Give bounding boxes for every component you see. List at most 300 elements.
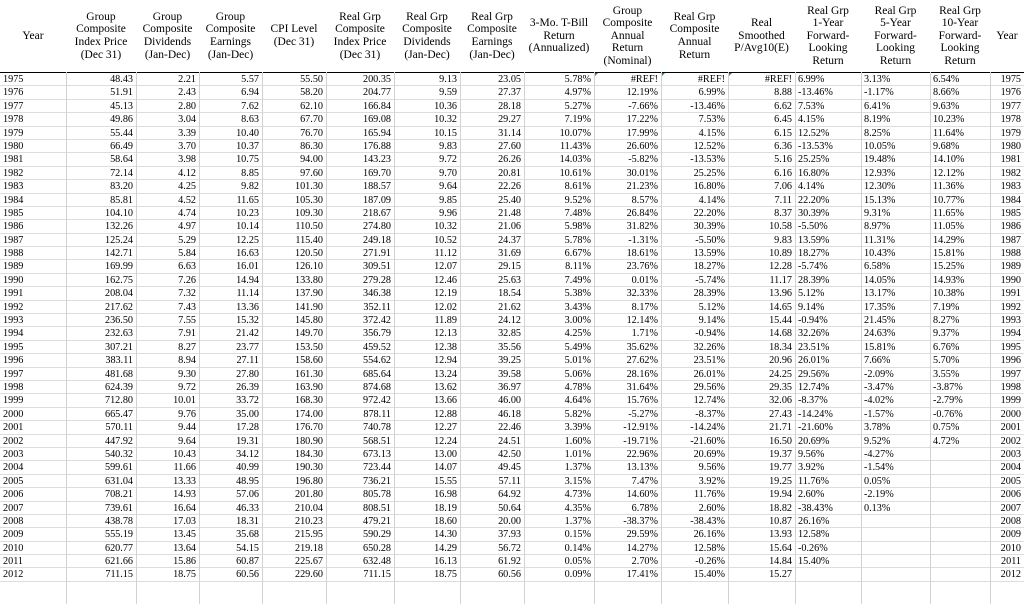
table-cell[interactable]: 0.75% xyxy=(933,422,960,434)
table-cell[interactable]: 372.42 xyxy=(362,315,391,327)
table-cell[interactable]: 16.80% xyxy=(693,181,725,193)
table-cell[interactable]: 7.66% xyxy=(864,355,891,367)
table-cell[interactable]: 20.69% xyxy=(693,448,725,460)
table-cell[interactable]: 15.44 xyxy=(769,315,792,327)
table-cell[interactable]: 57.06 xyxy=(236,489,259,501)
table-cell[interactable]: 36.97 xyxy=(498,381,521,393)
table-cell[interactable]: #REF! xyxy=(594,73,661,86)
table-cell[interactable]: 33.72 xyxy=(236,395,259,407)
column-header[interactable]: Group Composite Earnings (Jan-Dec) xyxy=(205,10,256,61)
table-cell[interactable]: 3.70 xyxy=(178,140,196,152)
table-cell[interactable]: 15.13% xyxy=(864,194,896,206)
table-cell[interactable]: 13.17% xyxy=(864,288,896,300)
table-cell[interactable]: 12.25 xyxy=(236,234,259,246)
table-cell[interactable]: 5.16 xyxy=(774,154,792,166)
table-cell[interactable]: 1990 xyxy=(3,274,24,286)
table-cell[interactable]: 2005 xyxy=(3,475,24,487)
table-cell[interactable]: 4.35% xyxy=(564,502,591,514)
table-cell[interactable]: 18.54 xyxy=(498,288,521,300)
table-cell[interactable]: 158.60 xyxy=(294,355,323,367)
table-cell[interactable]: 5.12% xyxy=(798,288,825,300)
column-header[interactable]: Real Grp Composite Dividends (Jan-Dec) xyxy=(402,10,452,61)
table-cell[interactable]: 7.47% xyxy=(631,475,658,487)
table-cell[interactable]: 61.92 xyxy=(498,556,521,568)
table-cell[interactable]: 4.73% xyxy=(564,489,591,501)
table-cell[interactable]: 4.72% xyxy=(933,435,960,447)
table-cell[interactable]: 878.11 xyxy=(363,408,391,420)
table-cell[interactable]: 162.75 xyxy=(104,274,133,286)
column-header[interactable]: Real Smoothed P/Avg10(E) xyxy=(734,17,789,55)
column-header[interactable]: Year xyxy=(22,29,44,42)
table-cell[interactable]: 27.60 xyxy=(498,140,521,152)
table-cell[interactable]: 1997 xyxy=(1000,368,1021,380)
table-cell[interactable]: 13.66 xyxy=(434,395,457,407)
table-cell[interactable]: 51.91 xyxy=(110,87,133,99)
table-cell[interactable]: 12.19 xyxy=(434,288,457,300)
table-cell[interactable]: 210.04 xyxy=(294,502,323,514)
table-cell[interactable]: 188.57 xyxy=(362,181,391,193)
table-cell[interactable]: 24.51 xyxy=(498,435,521,447)
table-cell[interactable]: 26.16% xyxy=(693,529,725,541)
table-cell[interactable]: 35.68 xyxy=(236,529,259,541)
table-cell[interactable]: 4.25 xyxy=(178,181,196,193)
table-cell[interactable]: 5.70% xyxy=(933,355,960,367)
table-cell[interactable]: 6.16 xyxy=(774,167,792,179)
table-cell[interactable]: 169.08 xyxy=(362,114,391,126)
table-cell[interactable]: 2011 xyxy=(3,556,23,568)
table-cell[interactable]: 196.80 xyxy=(294,475,323,487)
table-cell[interactable]: 15.40% xyxy=(693,569,725,581)
table-cell[interactable]: 0.01% xyxy=(631,274,658,286)
table-cell[interactable]: 26.39 xyxy=(236,381,259,393)
table-cell[interactable]: 12.52% xyxy=(798,127,830,139)
table-cell[interactable]: 3.92% xyxy=(698,475,725,487)
table-cell[interactable]: -21.60% xyxy=(798,422,833,434)
table-cell[interactable]: 12.74% xyxy=(798,381,830,393)
table-cell[interactable]: 14.84 xyxy=(769,556,792,568)
table-cell[interactable]: 2006 xyxy=(3,489,24,501)
table-cell[interactable]: 2011 xyxy=(1001,556,1021,568)
table-cell[interactable]: 9.76 xyxy=(178,408,196,420)
table-cell[interactable]: 64.92 xyxy=(498,489,521,501)
table-cell[interactable]: 8.94 xyxy=(178,355,196,367)
table-cell[interactable]: 3.98 xyxy=(178,154,196,166)
table-cell[interactable]: -0.26% xyxy=(798,542,828,554)
table-cell[interactable]: 5.27% xyxy=(564,100,591,112)
table-cell[interactable]: -0.94% xyxy=(798,315,828,327)
table-cell[interactable]: -13.46% xyxy=(690,100,725,112)
table-cell[interactable]: 2000 xyxy=(1000,408,1021,420)
table-cell[interactable]: 16.50 xyxy=(769,435,792,447)
table-cell[interactable]: 11.31% xyxy=(864,234,896,246)
table-cell[interactable]: 11.65 xyxy=(236,194,259,206)
table-cell[interactable]: 35.62% xyxy=(626,341,658,353)
table-cell[interactable]: 153.50 xyxy=(294,341,323,353)
table-cell[interactable]: 685.64 xyxy=(362,368,391,380)
table-cell[interactable]: 14.93 xyxy=(173,489,196,501)
table-cell[interactable]: 10.36 xyxy=(434,100,457,112)
table-cell[interactable]: 14.29% xyxy=(933,234,965,246)
table-cell[interactable]: 5.78% xyxy=(564,74,591,85)
table-cell[interactable]: 12.58% xyxy=(693,542,725,554)
table-cell[interactable]: 9.68% xyxy=(933,140,960,152)
table-cell[interactable]: 2001 xyxy=(1000,422,1021,434)
table-cell[interactable]: 67.70 xyxy=(300,114,323,126)
table-cell[interactable]: 9.64 xyxy=(178,435,196,447)
table-cell[interactable]: 8.97% xyxy=(864,221,891,233)
table-cell[interactable]: -0.76% xyxy=(933,408,963,420)
table-cell[interactable]: 2008 xyxy=(1000,515,1021,527)
table-cell[interactable]: -8.37% xyxy=(798,395,828,407)
table-cell[interactable]: 15.27 xyxy=(769,569,792,581)
table-cell[interactable]: 168.30 xyxy=(294,395,323,407)
table-cell[interactable]: 54.15 xyxy=(236,542,259,554)
table-cell[interactable]: 1.37% xyxy=(564,515,591,527)
table-cell[interactable]: 6.99% xyxy=(698,87,725,99)
table-cell[interactable]: 5.06% xyxy=(564,368,591,380)
table-cell[interactable]: 7.32 xyxy=(178,288,196,300)
table-cell[interactable]: -0.94% xyxy=(695,328,725,340)
table-cell[interactable]: 57.11 xyxy=(498,475,521,487)
table-cell[interactable]: 13.59% xyxy=(693,248,725,260)
table-cell[interactable]: 176.88 xyxy=(362,140,391,152)
table-cell[interactable]: 1996 xyxy=(1000,355,1021,367)
table-cell[interactable]: 712.80 xyxy=(104,395,133,407)
table-cell[interactable]: 7.55 xyxy=(178,315,196,327)
table-cell[interactable]: 28.18 xyxy=(498,100,521,112)
table-cell[interactable]: 2.80 xyxy=(178,100,196,112)
table-cell[interactable]: 18.27% xyxy=(693,261,725,273)
table-cell[interactable]: 13.36 xyxy=(236,301,259,313)
table-cell[interactable]: 599.61 xyxy=(104,462,133,474)
table-cell[interactable]: 1985 xyxy=(1000,207,1021,219)
table-cell[interactable]: 25.25% xyxy=(693,167,725,179)
table-cell[interactable]: 805.78 xyxy=(362,489,391,501)
table-cell[interactable]: 58.64 xyxy=(110,154,133,166)
table-cell[interactable]: 66.49 xyxy=(110,140,133,152)
table-cell[interactable]: -5.74% xyxy=(695,274,725,286)
table-cell[interactable]: 7.26 xyxy=(178,274,196,286)
table-cell[interactable]: 1998 xyxy=(1000,381,1021,393)
table-cell[interactable]: 25.40 xyxy=(498,194,521,206)
table-cell[interactable]: 9.72 xyxy=(178,381,196,393)
table-cell[interactable]: 27.11 xyxy=(236,355,259,367)
table-cell[interactable]: 23.05 xyxy=(498,74,521,85)
column-header[interactable]: Real Grp 1-Year Forward- Looking Return xyxy=(806,4,850,67)
table-cell[interactable]: 650.28 xyxy=(362,542,391,554)
table-cell[interactable]: 2007 xyxy=(1000,502,1021,514)
table-cell[interactable]: 0.05% xyxy=(564,556,591,568)
table-cell[interactable]: 5.57 xyxy=(241,74,259,85)
table-cell[interactable]: 1996 xyxy=(3,355,24,367)
table-cell[interactable]: 1993 xyxy=(3,315,24,327)
table-cell[interactable]: 12.58% xyxy=(798,529,830,541)
table-cell[interactable]: 1989 xyxy=(1000,261,1021,273)
table-cell[interactable] xyxy=(930,528,990,541)
table-cell[interactable]: 16.63 xyxy=(236,248,259,260)
table-cell[interactable]: 271.91 xyxy=(362,248,391,260)
table-cell[interactable]: 50.64 xyxy=(498,502,521,514)
table-cell[interactable]: 11.66 xyxy=(173,462,196,474)
table-cell[interactable]: 1994 xyxy=(3,328,24,340)
table-cell[interactable]: 5.82% xyxy=(564,408,591,420)
table-cell[interactable]: 1991 xyxy=(1000,288,1021,300)
table-cell[interactable]: 1984 xyxy=(1000,194,1021,206)
table-cell[interactable]: 5.98% xyxy=(564,221,591,233)
table-cell[interactable]: 24.63% xyxy=(864,328,896,340)
table-cell[interactable]: 1979 xyxy=(3,127,24,139)
table-cell[interactable]: 1.60% xyxy=(564,435,591,447)
table-cell[interactable]: 31.69 xyxy=(498,248,521,260)
table-cell[interactable]: 1992 xyxy=(1000,301,1021,313)
table-cell[interactable]: 2010 xyxy=(1000,542,1021,554)
table-cell[interactable]: 2002 xyxy=(3,435,24,447)
table-cell[interactable]: 27.80 xyxy=(236,368,259,380)
table-cell[interactable]: 9.44 xyxy=(178,422,196,434)
table-cell[interactable]: 24.37 xyxy=(498,234,521,246)
table-cell[interactable]: 14.68 xyxy=(769,328,792,340)
table-cell[interactable]: 2004 xyxy=(1000,462,1021,474)
table-cell[interactable]: -8.37% xyxy=(695,408,725,420)
table-cell[interactable]: 19.31 xyxy=(236,435,259,447)
table-cell[interactable]: -13.53% xyxy=(798,140,833,152)
table-cell[interactable]: 2012 xyxy=(1000,569,1021,581)
table-cell[interactable]: 15.76% xyxy=(626,395,658,407)
table-cell[interactable]: 120.50 xyxy=(294,248,323,260)
table-cell[interactable]: 22.26 xyxy=(498,181,521,193)
table-cell[interactable]: 8.57% xyxy=(631,194,658,206)
table-cell[interactable]: -1.17% xyxy=(864,87,894,99)
table-cell[interactable]: 540.32 xyxy=(104,448,133,460)
table-cell[interactable]: -5.74% xyxy=(798,261,828,273)
table-cell[interactable]: 673.13 xyxy=(362,448,391,460)
table-cell[interactable]: 15.81% xyxy=(933,248,965,260)
table-cell[interactable]: 6.41% xyxy=(864,100,891,112)
table-cell[interactable]: 1994 xyxy=(1000,328,1021,340)
table-cell[interactable]: 232.63 xyxy=(104,328,133,340)
table-cell[interactable]: 19.37 xyxy=(769,448,792,460)
table-cell[interactable]: 11.64% xyxy=(933,127,965,139)
table-cell[interactable]: 14.03% xyxy=(559,154,591,166)
table-cell[interactable]: 3.55% xyxy=(933,368,960,380)
table-cell[interactable]: 10.05% xyxy=(864,140,896,152)
table-cell[interactable]: 10.38% xyxy=(933,288,965,300)
table-cell[interactable]: 739.61 xyxy=(104,502,133,514)
table-cell[interactable]: 10.87 xyxy=(769,515,792,527)
table-cell[interactable]: 132.26 xyxy=(104,221,133,233)
table-cell[interactable]: 10.75 xyxy=(236,154,259,166)
table-cell[interactable]: 6.15 xyxy=(774,127,792,139)
table-cell[interactable] xyxy=(861,515,930,528)
table-cell[interactable]: 18.82 xyxy=(769,502,792,514)
table-cell[interactable]: 19.48% xyxy=(864,154,896,166)
table-cell[interactable]: 18.60 xyxy=(434,515,457,527)
table-cell[interactable]: 7.06 xyxy=(774,181,792,193)
table-cell[interactable]: 49.45 xyxy=(498,462,521,474)
table-cell[interactable]: 13.93 xyxy=(769,529,792,541)
table-cell[interactable]: 163.90 xyxy=(294,381,323,393)
table-cell[interactable]: 18.61% xyxy=(626,248,658,260)
table-cell[interactable]: 7.62 xyxy=(241,100,259,112)
table-cell[interactable] xyxy=(861,568,930,581)
table-cell[interactable]: 4.15% xyxy=(798,114,825,126)
table-cell[interactable]: -38.43% xyxy=(798,502,833,514)
table-cell[interactable]: 62.10 xyxy=(300,100,323,112)
table-cell[interactable]: 18.19 xyxy=(434,502,457,514)
table-cell[interactable]: 218.67 xyxy=(362,207,391,219)
table-cell[interactable]: 6.54% xyxy=(933,74,960,85)
table-cell[interactable]: -3.87% xyxy=(933,381,963,393)
table-cell[interactable]: 3.78% xyxy=(864,422,891,434)
table-cell[interactable]: -2.19% xyxy=(864,489,894,501)
table-cell[interactable] xyxy=(861,555,930,568)
table-cell[interactable]: 13.96 xyxy=(769,288,792,300)
table-cell[interactable]: 3.00% xyxy=(564,315,591,327)
table-cell[interactable]: 1985 xyxy=(3,207,24,219)
table-cell[interactable]: -5.50% xyxy=(695,234,725,246)
table-cell[interactable]: 5.29 xyxy=(178,234,196,246)
table-cell[interactable]: 346.38 xyxy=(362,288,391,300)
table-cell[interactable]: 46.33 xyxy=(236,502,259,514)
table-cell[interactable]: 5.84 xyxy=(178,248,196,260)
table-cell[interactable]: 1981 xyxy=(3,154,24,166)
table-cell[interactable]: 210.23 xyxy=(294,515,323,527)
table-cell[interactable]: 17.03 xyxy=(173,515,196,527)
table-cell[interactable]: 3.39 xyxy=(178,127,196,139)
table-cell[interactable]: 15.86 xyxy=(173,556,196,568)
table-cell[interactable]: 9.52% xyxy=(864,435,891,447)
table-cell[interactable]: 307.21 xyxy=(104,341,133,353)
table-cell[interactable]: 23.51% xyxy=(693,355,725,367)
table-cell[interactable]: 55.44 xyxy=(110,127,133,139)
table-cell[interactable]: 31.14 xyxy=(498,127,521,139)
table-cell[interactable]: 14.05% xyxy=(864,274,896,286)
table-cell[interactable]: 352.11 xyxy=(363,301,391,313)
table-cell[interactable]: 16.64 xyxy=(173,502,196,514)
table-cell[interactable]: 174.00 xyxy=(294,408,323,420)
table-cell[interactable]: 1999 xyxy=(3,395,24,407)
table-cell[interactable]: 972.42 xyxy=(362,395,391,407)
table-cell[interactable]: 21.45% xyxy=(864,315,896,327)
table-cell[interactable]: 8.61% xyxy=(564,181,591,193)
table-cell[interactable]: 26.84% xyxy=(626,207,658,219)
table-cell[interactable]: 101.30 xyxy=(294,181,323,193)
table-cell[interactable]: 12.07 xyxy=(434,261,457,273)
table-cell[interactable]: 225.67 xyxy=(294,556,323,568)
table-cell[interactable]: 6.45 xyxy=(774,114,792,126)
table-cell[interactable]: 631.04 xyxy=(104,475,133,487)
table-cell[interactable]: 115.40 xyxy=(295,234,323,246)
table-cell[interactable]: 200.35 xyxy=(362,74,391,85)
table-cell[interactable]: 12.30% xyxy=(864,181,896,193)
table-cell[interactable]: 1986 xyxy=(1000,221,1021,233)
table-cell[interactable]: 30.01% xyxy=(626,167,658,179)
table-cell[interactable]: 6.99% xyxy=(798,74,825,85)
table-cell[interactable]: 12.13 xyxy=(434,328,457,340)
table-cell[interactable]: 665.47 xyxy=(104,408,133,420)
table-cell[interactable]: -19.71% xyxy=(623,435,658,447)
table-cell[interactable]: 19.25 xyxy=(769,475,792,487)
table-cell[interactable]: 1993 xyxy=(1000,315,1021,327)
table-cell[interactable]: 10.23 xyxy=(236,207,259,219)
column-header[interactable]: Group Composite Index Price (Dec 31) xyxy=(74,10,128,61)
table-cell[interactable]: 2.60% xyxy=(798,489,825,501)
table-cell[interactable]: 5.49% xyxy=(564,341,591,353)
table-cell[interactable]: 459.52 xyxy=(362,341,391,353)
table-cell[interactable]: 14.10% xyxy=(933,154,965,166)
table-cell[interactable] xyxy=(930,515,990,528)
table-cell[interactable]: -5.50% xyxy=(798,221,828,233)
table-cell[interactable]: 554.62 xyxy=(362,355,391,367)
column-header[interactable]: Real Grp Composite Annual Return xyxy=(669,10,720,61)
table-cell[interactable]: 9.96 xyxy=(439,207,457,219)
table-cell[interactable]: 29.59% xyxy=(626,529,658,541)
table-cell[interactable] xyxy=(861,528,930,541)
table-cell[interactable]: -14.24% xyxy=(798,408,833,420)
table-cell[interactable]: 12.46 xyxy=(434,274,457,286)
table-cell[interactable]: 1978 xyxy=(1000,114,1021,126)
table-cell[interactable]: -1.57% xyxy=(864,408,894,420)
table-cell[interactable]: 13.45 xyxy=(173,529,196,541)
table-cell[interactable]: 11.17 xyxy=(769,274,792,286)
table-cell[interactable]: 26.60% xyxy=(626,140,658,152)
table-cell[interactable]: -13.46% xyxy=(798,87,833,99)
table-cell[interactable]: 29.27 xyxy=(498,114,521,126)
table-cell[interactable]: 42.50 xyxy=(498,448,521,460)
table-cell[interactable]: 26.01% xyxy=(693,368,725,380)
table-cell[interactable]: 22.96% xyxy=(626,448,658,460)
table-cell[interactable]: 17.99% xyxy=(626,127,658,139)
table-cell[interactable]: 184.30 xyxy=(294,448,323,460)
column-header[interactable]: Group Composite Annual Return (Nominal) xyxy=(602,4,653,67)
table-cell[interactable]: 1998 xyxy=(3,381,24,393)
table-cell[interactable]: 15.32 xyxy=(236,315,259,327)
table-cell[interactable]: 14.94 xyxy=(236,274,259,286)
table-cell[interactable]: 4.97% xyxy=(564,87,591,99)
table-cell[interactable]: 808.51 xyxy=(362,502,391,514)
table-cell[interactable]: 7.19% xyxy=(564,114,591,126)
table-cell[interactable]: 29.35 xyxy=(769,381,792,393)
table-cell[interactable]: 27.43 xyxy=(769,408,792,420)
table-cell[interactable]: 2.60% xyxy=(698,502,725,514)
table-cell[interactable]: 14.27% xyxy=(626,542,658,554)
table-cell[interactable]: 34.12 xyxy=(236,448,259,460)
table-cell[interactable]: 20.81 xyxy=(498,167,521,179)
table-cell[interactable]: 1981 xyxy=(1000,154,1021,166)
table-cell[interactable]: 18.75 xyxy=(434,569,457,581)
table-cell[interactable]: 6.63 xyxy=(178,261,196,273)
table-cell[interactable]: 15.40% xyxy=(798,556,830,568)
table-cell[interactable]: 2.43 xyxy=(178,87,196,99)
table-cell[interactable]: 6.62 xyxy=(774,100,792,112)
column-header[interactable]: Group Composite Dividends (Jan-Dec) xyxy=(142,10,193,61)
table-cell[interactable]: 1999 xyxy=(1000,395,1021,407)
table-cell[interactable]: 13.62 xyxy=(434,381,457,393)
table-cell[interactable]: 58.20 xyxy=(300,87,323,99)
table-cell[interactable]: 204.77 xyxy=(362,87,391,99)
table-cell[interactable]: 14.07 xyxy=(434,462,457,474)
table-cell[interactable]: 4.78% xyxy=(564,381,591,393)
table-cell[interactable]: 2000 xyxy=(3,408,24,420)
table-cell[interactable]: 12.27 xyxy=(434,422,457,434)
table-cell[interactable]: 7.11 xyxy=(774,194,792,206)
table-cell[interactable]: 2010 xyxy=(3,542,24,554)
table-cell[interactable]: 12.02 xyxy=(434,301,457,313)
table-cell[interactable]: 169.99 xyxy=(104,261,133,273)
table-cell[interactable]: 11.65% xyxy=(933,207,965,219)
column-header[interactable]: CPI Level (Dec 31) xyxy=(270,23,318,48)
table-cell[interactable]: 7.91 xyxy=(178,328,196,340)
